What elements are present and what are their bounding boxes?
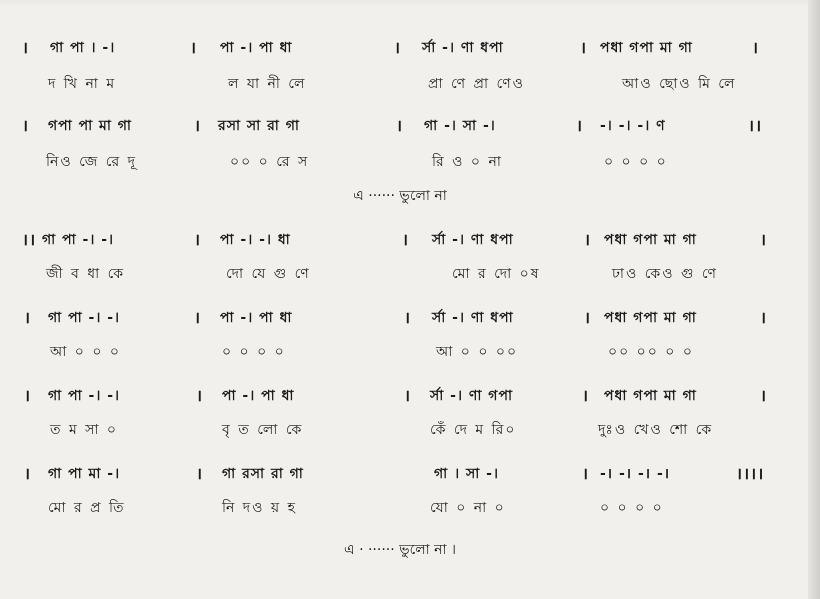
measure-notes: রসা সা রা গা	[218, 118, 300, 134]
lyric-measure: প্রা ণে প্রা ণেও	[428, 76, 525, 92]
measure-notes: পধা গপা মা গা	[604, 310, 697, 326]
lyric-measure: ০ ০ ০ ০	[604, 154, 668, 170]
barline: ।	[22, 116, 30, 135]
page-right-edge	[808, 0, 820, 599]
barline: ।	[582, 386, 590, 405]
notation-line	[0, 308, 800, 328]
lyric-measure: দ খি না ম	[48, 76, 117, 92]
lyric-measure: ০০ ০ রে স	[230, 154, 310, 170]
barline: ।	[396, 116, 404, 135]
barline: ।	[404, 308, 412, 327]
measure-notes: র্সা -। ণা ধপা	[432, 232, 514, 248]
barline: ।	[24, 308, 32, 327]
lyric-measure: বৃ ত লো কে	[222, 422, 304, 438]
measure-notes: পধা গপা মা গা	[600, 40, 693, 56]
barline: ।	[194, 230, 202, 249]
measure-notes: র্সা -। ণা ধপা	[432, 310, 514, 326]
measure-notes: গপা পা মা গা	[48, 118, 132, 134]
measure-notes: পা -। -। ধা	[220, 232, 291, 248]
measure-notes: গা পা -। -।	[42, 232, 115, 248]
lyric-measure: ০ ০ ০ ০	[222, 344, 286, 360]
barline: ।	[584, 308, 592, 327]
barline: ।	[24, 464, 32, 483]
lyric-measure: মো র প্র তি	[48, 500, 126, 516]
lyric-line	[0, 152, 800, 172]
measure-notes: পা -। পা ধা	[220, 40, 293, 56]
notation-line	[0, 230, 800, 250]
measure-notes: গা পা -। -।	[48, 310, 121, 326]
barline: ।	[196, 464, 204, 483]
notation-line	[0, 116, 800, 136]
measure-notes: র্সা -। ণা গপা	[430, 388, 514, 404]
lyric-measure: নি দও য় হ	[222, 500, 297, 516]
lyric-measure: যো ০ না ০	[430, 500, 506, 516]
lyric-measure: ত ম সা ০	[50, 422, 119, 438]
barline: ।	[196, 386, 204, 405]
measure-notes: পধা গপা মা গা	[604, 388, 697, 404]
barline: ।।	[748, 116, 763, 135]
lyric-measure: মো র দো ০ষ	[452, 266, 541, 282]
measure-notes: গা পা । -।	[50, 40, 116, 56]
measure-notes: র্সা -। ণা ধপা	[422, 40, 504, 56]
measure-notes: গা -। সা -।	[424, 118, 496, 134]
barline: ।	[576, 116, 584, 135]
barline: ।	[402, 230, 410, 249]
lyric-line	[0, 420, 800, 440]
measure-notes: গা রসা রা গা	[222, 466, 304, 482]
barline: ।	[580, 38, 588, 57]
barline: ।	[22, 38, 30, 57]
measure-notes: পা -। পা ধা	[220, 310, 293, 326]
lyric-measure: কেঁ দে ম রি০	[430, 422, 517, 438]
lyric-measure: ০ ০ ০ ০	[600, 500, 664, 516]
notation-line	[0, 38, 800, 58]
refrain-line: এ ······ ভুলো না	[353, 188, 447, 204]
lyric-measure: দুঃও খেও শো কে	[598, 422, 714, 438]
measure-notes: পা -। পা ধা	[222, 388, 295, 404]
notation-line	[0, 464, 800, 484]
barline: ।	[584, 230, 592, 249]
barline: ।	[760, 230, 768, 249]
barline: ।।	[22, 230, 37, 249]
barline: ।	[394, 38, 402, 57]
lyric-measure: ০০ ০০ ০ ০	[608, 344, 694, 360]
barline: ।।।।	[736, 464, 765, 483]
barline: ।	[190, 38, 198, 57]
barline: ।	[194, 308, 202, 327]
measure-notes: গা পা মা -।	[48, 466, 121, 482]
notation-line	[0, 386, 800, 406]
measure-notes: গা । সা -।	[434, 466, 499, 482]
lyric-measure: আ ০ ০ ০	[50, 344, 121, 360]
lyric-line	[0, 342, 800, 362]
barline: ।	[194, 116, 202, 135]
measure-notes: -। -। -। -।	[600, 466, 671, 482]
barline: ।	[752, 38, 760, 57]
lyric-measure: রি ও ০ না	[432, 154, 503, 170]
barline: ।	[582, 464, 590, 483]
lyric-line	[0, 74, 800, 94]
lyric-measure: আ ০ ০ ০০	[436, 344, 519, 360]
lyric-measure: জী ব ধা কে	[46, 266, 126, 282]
measure-notes: -। -। -। ণ	[600, 118, 666, 134]
lyric-line	[0, 498, 800, 518]
barline: ।	[24, 386, 32, 405]
refrain-line: এ · ······ ভুলো না ।	[343, 542, 457, 558]
measure-notes: পধা গপা মা গা	[604, 232, 697, 248]
barline: ।	[760, 386, 768, 405]
lyric-line	[0, 264, 800, 284]
barline: ।	[404, 386, 412, 405]
lyric-measure: ঢাও কেও গু ণে	[612, 266, 718, 282]
lyric-measure: ল যা নী লে	[228, 76, 307, 92]
measure-notes: গা পা -। -।	[48, 388, 121, 404]
barline: ।	[760, 308, 768, 327]
lyric-measure: নিও জে রে দূ	[46, 154, 137, 170]
lyric-measure: আও ছোও মি লে	[622, 76, 737, 92]
lyric-measure: দো যে গু ণে	[226, 266, 311, 282]
